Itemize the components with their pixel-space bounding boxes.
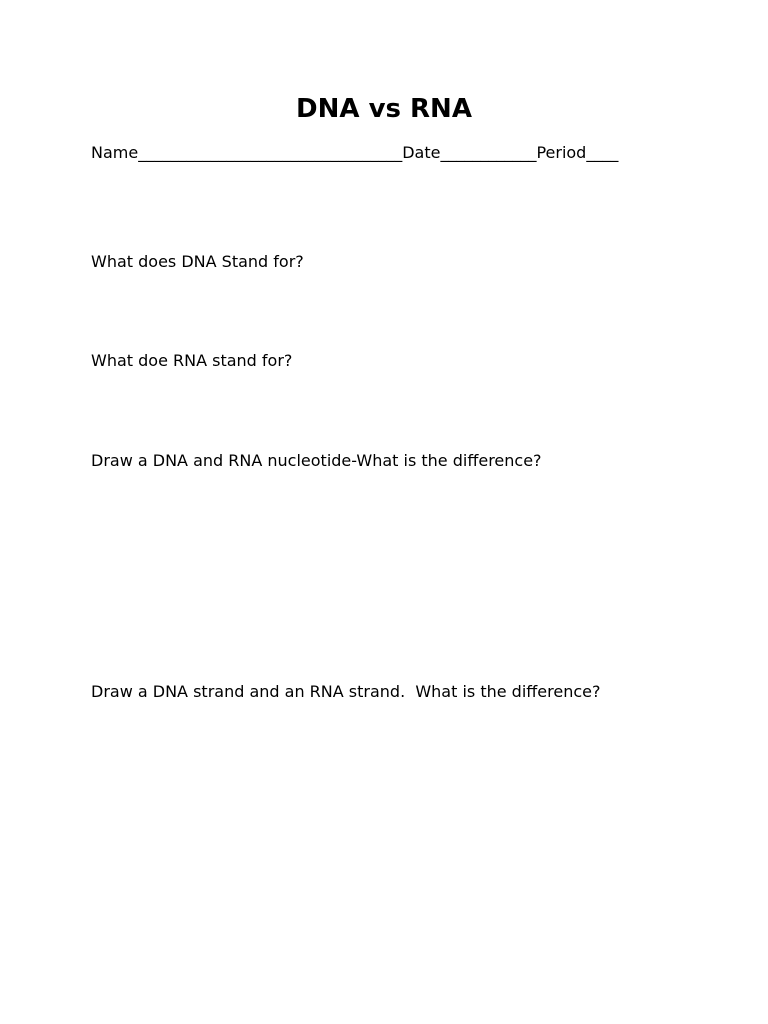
question-strand-difference: Draw a DNA strand and an RNA strand. What is the difference? xyxy=(91,682,601,701)
question-dna-stands-for: What does DNA Stand for? xyxy=(91,252,304,271)
question-rna-stands-for: What doe RNA stand for? xyxy=(91,351,293,370)
question-nucleotide-difference: Draw a DNA and RNA nucleotide-What is the difference? xyxy=(91,451,542,470)
worksheet-title: DNA vs RNA xyxy=(296,94,472,124)
name-date-period-line: Name_________________________________Date____________Period____ xyxy=(91,143,619,162)
